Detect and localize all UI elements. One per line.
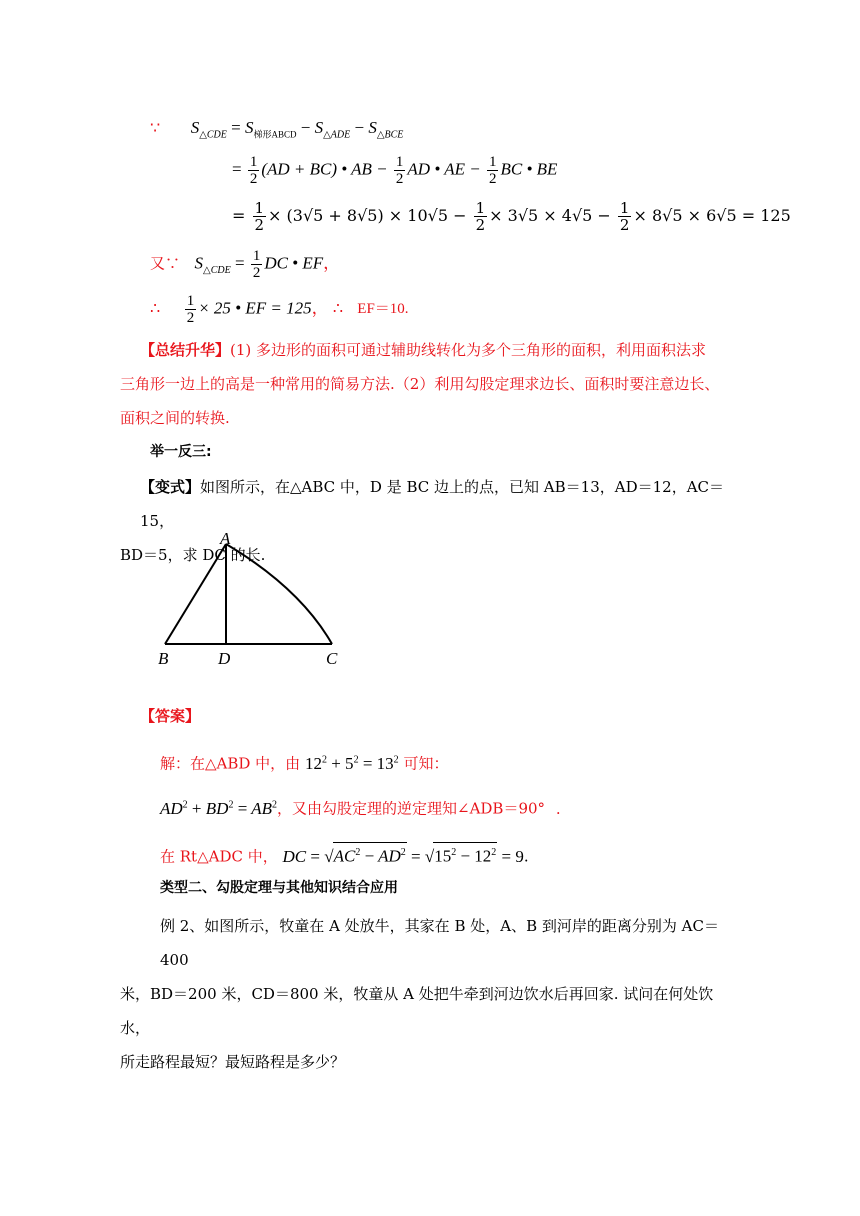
area-subscript: △CDE [203, 264, 231, 276]
example-text: 例 2、如图所示，牧童在 A 处放牛，其家在 B 处，A、B 到河岸的距离分别为 AC＝400 [160, 917, 719, 969]
comma: ， [323, 253, 341, 273]
fraction-half: $\frac{1}{2}$ [619, 199, 630, 234]
area-subscript: 梯形ABCD [253, 129, 297, 140]
equals-sign: = [231, 118, 241, 137]
fraction-half: $\frac{1}{2}$ [395, 154, 404, 187]
answer-label: 【答案】 [140, 707, 201, 725]
area-symbol: S [190, 118, 200, 137]
side-ab [165, 544, 226, 644]
equation-line-1: ∵ $S_{\triangle CDE} = S_{梯形ABCD} - S_{\triangle ADE} - S_{\triangle BCE}$ [150, 118, 404, 141]
answer-line-1 [160, 750, 448, 774]
answer-text: 在 Rt△ADC 中， [160, 847, 278, 866]
formula-pythag-sides: $AD^2 + BD^2 = AB^2$ [160, 798, 277, 818]
expression-term: × 3√5 × 4√5 − [489, 206, 611, 225]
variant-label: 【变式】 [140, 478, 201, 496]
answer-line-2 [160, 795, 561, 819]
area-subscript: △ADE [323, 129, 351, 141]
also-because-symbol: 又∵ [150, 256, 181, 273]
fraction-half: $\frac{1}{2}$ [186, 293, 195, 326]
fraction-half: $\frac{1}{2}$ [252, 248, 261, 281]
label-d: D [218, 649, 231, 668]
example-text: 所走路程最短？最短路程是多少？ [120, 1053, 346, 1071]
example-2-block [120, 909, 730, 1079]
period: . [555, 799, 561, 818]
expression-term: DC • EF [264, 253, 324, 273]
answer-text: 解：在△ABD 中，由 [160, 754, 301, 773]
summary-block [120, 333, 730, 435]
label-a: A [220, 529, 231, 548]
label-b: B [158, 649, 169, 668]
label-c: C [326, 649, 338, 668]
formula-dc: DC = $√AC^2 - AD^2 = √15^2 - 12^2 = 9$ [283, 847, 524, 866]
therefore-symbol: ∴ [150, 300, 161, 318]
fraction-half: $\frac{1}{2}$ [254, 199, 265, 234]
summary-line: 面积之间的转换. [120, 409, 230, 427]
triangle-figure [150, 528, 350, 673]
equation-line-3: = $\frac{1}{2}$ × (3√5 + 8√5) × 10√5 − $\frac{1}{2}$ × 3√5 × 4√5 − $\frac{1}{2}$ × 8√5 × 6√5 = 125 [232, 199, 791, 234]
side-ac [226, 544, 332, 644]
expression-term: BC • BE [500, 159, 558, 179]
expression-term: × (3√5 + 8√5) × 10√5 − [268, 206, 467, 225]
variant-text: 如图所示，在△ABC 中，D 是 BC 边上的点，已知 AB＝13，AD＝12，AC＝15， [140, 478, 725, 530]
summary-line: (1) 多边形的面积可通过辅助线转化为多个三角形的面积，利用面积法求 [230, 341, 707, 359]
because-symbol: ∵ [150, 120, 161, 137]
equation-line-4: 又∵ $S_{\triangle CDE}$ = $\frac{1}{2}$ DC • EF， [150, 248, 341, 281]
therefore-symbol: ∴ [332, 300, 344, 318]
result-text: EF＝10. [357, 301, 409, 318]
practice-title: 举一反三: [150, 444, 212, 460]
answer-line-3 [160, 842, 529, 867]
summary-line: 三角形一边上的高是一种常用的简易方法.（2）利用勾股定理求边长、面积时要注意边长、 [120, 375, 720, 393]
summary-label: 【总结升华】 [140, 341, 231, 359]
area-symbol: S [194, 253, 204, 273]
area-subscript: △BCE [376, 129, 404, 141]
formula-pythag-numbers: $12^2 + 5^2 = 13^2$ [304, 753, 399, 773]
expression-term: × 8√5 × 6√5 = 125 [633, 206, 791, 225]
fraction-half: $\frac{1}{2}$ [475, 199, 486, 234]
period: . [523, 847, 529, 866]
answer-text: ，又由勾股定理的逆定理知∠ADB＝90° [277, 799, 546, 818]
expression-term: (AD + BC) • AB − [261, 159, 388, 179]
area-symbol: S [314, 118, 324, 137]
equation-line-5 [150, 293, 409, 326]
area-subscript: △CDE [199, 129, 227, 141]
area-symbol: S [368, 118, 377, 137]
area-symbol: S [244, 118, 254, 137]
example-text: 米，BD＝200 米，CD＝800 米，牧童从 A 处把牛牵到河边饮水后再回家. 试问在何处饮水， [120, 985, 714, 1037]
variant-text: BD＝5，求 DC 的长. [120, 546, 266, 564]
expression-term: × 25 • EF = 125 [198, 298, 312, 318]
section-heading: 类型二、勾股定理与其他知识结合应用 [160, 880, 398, 896]
comma: ， [311, 298, 329, 318]
fraction-half: $\frac{1}{2}$ [249, 154, 258, 187]
fraction-half: $\frac{1}{2}$ [488, 154, 497, 187]
equation-line-2: = $\frac{1}{2}$ (AD + BC) • AB − $\frac{1}{2}$ AD • AE − $\frac{1}{2}$ BC • BE [232, 154, 558, 187]
expression-term: AD • AE − [407, 159, 481, 179]
answer-text: 可知： [403, 754, 449, 773]
